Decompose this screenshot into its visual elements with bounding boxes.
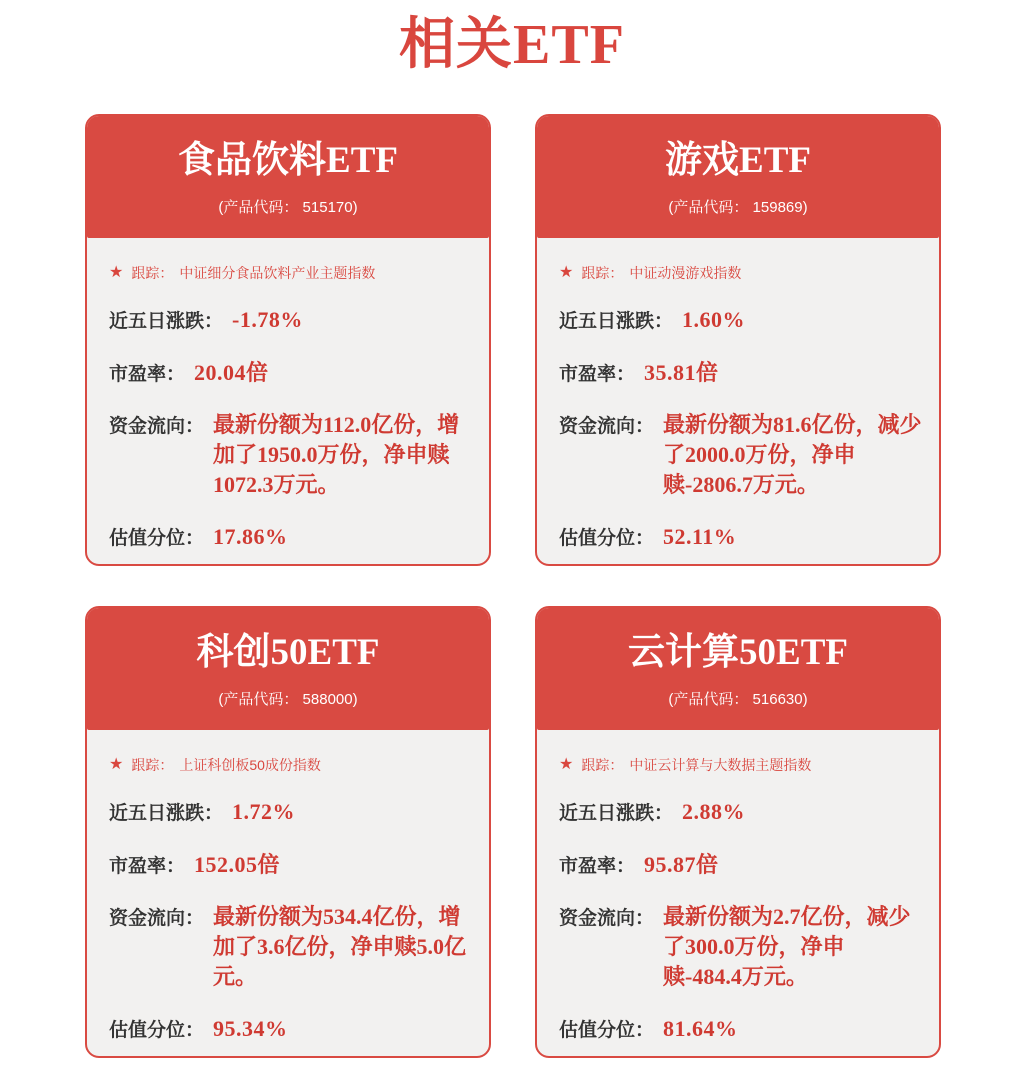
pe-row [109,848,473,879]
pe-row [109,356,473,387]
valuation-label: 估值分位： [559,528,655,549]
five-day-label: 近五日涨跌： [559,803,674,824]
fund-flow-label: 资金流向： [109,416,205,437]
card-header [537,116,939,238]
etf-card-grid [0,80,1024,1078]
fund-flow-row [109,410,473,500]
card-header [87,116,489,238]
five-day-value: 1.60% [682,307,746,332]
etf-product-code: (产品代码： 515170) [218,199,358,216]
valuation-label: 估值分位： [109,528,205,549]
pe-value: 35.81倍 [644,360,719,385]
star-icon: ★ [109,756,124,773]
fund-flow-value: 最新份额为534.4亿份，增加了3.6亿份，净申赎5.0亿元。 [213,904,467,989]
card-body [537,263,939,550]
etf-card-cloud50 [535,606,941,1058]
fund-flow-row [559,902,923,992]
etf-product-code: (产品代码： 516630) [668,691,808,708]
tracking-row [109,263,473,283]
valuation-value: 17.86% [213,524,288,549]
fund-flow-row [109,902,473,992]
five-day-label: 近五日涨跌： [109,311,224,332]
valuation-label: 估值分位： [109,1020,205,1041]
tracking-label: 跟踪： [131,757,174,773]
fund-flow-label: 资金流向： [559,416,655,437]
five-day-value: 1.72% [232,799,296,824]
star-icon: ★ [559,264,574,281]
valuation-row [109,523,473,550]
pe-row [559,848,923,879]
valuation-row [559,523,923,550]
pe-label: 市盈率： [559,364,636,385]
tracking-label: 跟踪： [581,265,624,281]
five-day-value: 2.88% [682,799,746,824]
fund-flow-value: 最新份额为81.6亿份，减少了2000.0万份，净申赎-2806.7万元。 [663,412,922,497]
fund-flow-row [559,410,923,500]
pe-value: 95.87倍 [644,852,719,877]
card-header [87,608,489,730]
card-body [87,755,489,1042]
fund-flow-value: 最新份额为2.7亿份，减少了300.0万份，净申赎-484.4万元。 [663,904,911,989]
pe-label: 市盈率： [559,856,636,877]
valuation-value: 95.34% [213,1016,288,1041]
star-icon: ★ [559,756,574,773]
card-body [87,263,489,550]
card-body [537,755,939,1042]
etf-name: 科创50ETF [196,632,380,673]
tracking-row [559,263,923,283]
five-day-row [559,798,923,825]
etf-card-game [535,114,941,566]
valuation-row [109,1015,473,1042]
pe-label: 市盈率： [109,856,186,877]
tracking-row [559,755,923,775]
etf-name: 游戏ETF [665,140,811,181]
pe-row [559,356,923,387]
fund-flow-value: 最新份额为112.0亿份，增加了1950.0万份，净申赎1072.3万元。 [213,412,460,497]
etf-card-star50 [85,606,491,1058]
tracking-index: 中证细分食品饮料产业主题指数 [179,265,376,281]
pe-value: 152.05倍 [194,852,281,877]
five-day-label: 近五日涨跌： [109,803,224,824]
valuation-row [559,1015,923,1042]
valuation-value: 81.64% [663,1016,738,1041]
tracking-label: 跟踪： [581,757,624,773]
etf-product-code: (产品代码： 588000) [218,691,358,708]
five-day-label: 近五日涨跌： [559,311,674,332]
tracking-index: 中证云计算与大数据主题指数 [629,757,812,773]
fund-flow-label: 资金流向： [559,908,655,929]
pe-label: 市盈率： [109,364,186,385]
etf-name: 食品饮料ETF [178,140,398,181]
tracking-index: 中证动漫游戏指数 [629,265,742,281]
five-day-row [109,798,473,825]
page-title: 相关ETF [399,14,625,76]
tracking-label: 跟踪： [131,265,174,281]
fund-flow-label: 资金流向： [109,908,205,929]
five-day-row [109,306,473,333]
tracking-index: 上证科创板50成份指数 [179,757,321,773]
etf-card-food-beverage [85,114,491,566]
etf-product-code: (产品代码： 159869) [668,199,808,216]
pe-value: 20.04倍 [194,360,269,385]
five-day-row [559,306,923,333]
valuation-label: 估值分位： [559,1020,655,1041]
five-day-value: -1.78% [232,307,303,332]
valuation-value: 52.11% [663,524,737,549]
etf-name: 云计算50ETF [628,632,848,673]
star-icon: ★ [109,264,124,281]
tracking-row [109,755,473,775]
card-header [537,608,939,730]
